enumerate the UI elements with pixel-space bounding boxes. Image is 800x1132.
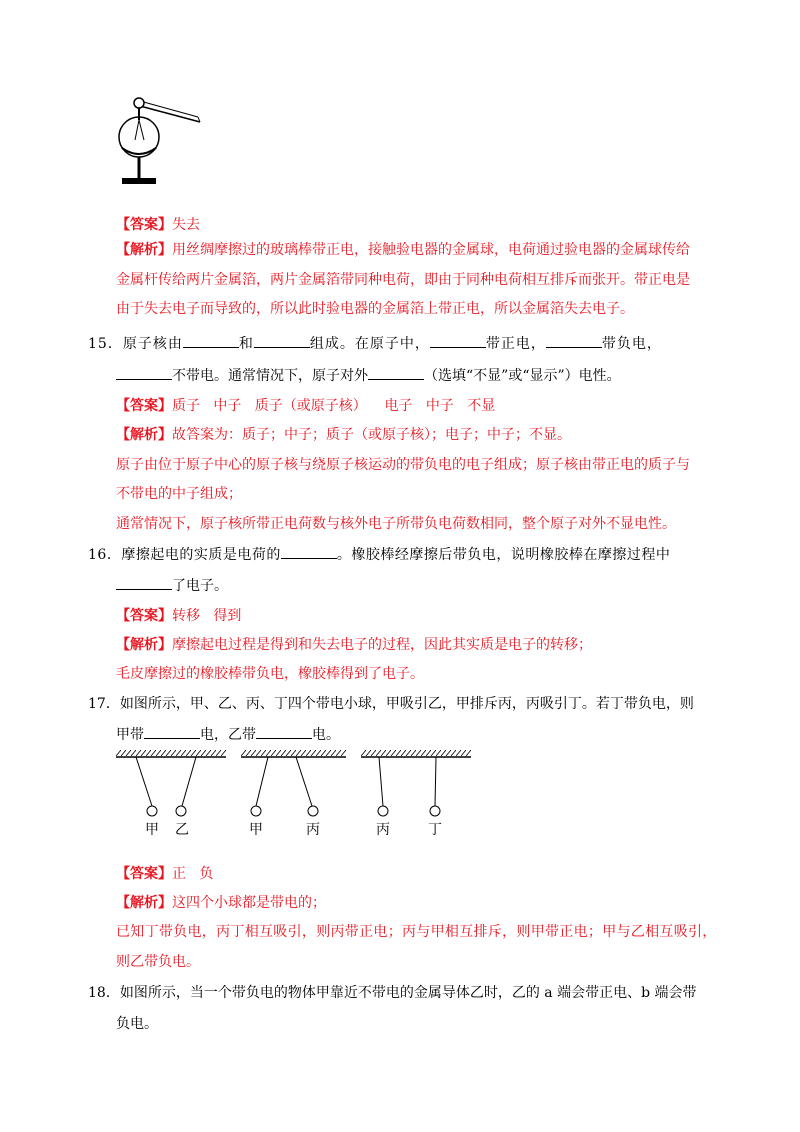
q16-analysis-line-2: 毛皮摩擦过的橡胶棒带负电，橡胶棒得到了电子。 bbox=[116, 666, 424, 682]
q15-analysis-line-2: 原子由位于原子中心的原子核与绕原子核运动的带负电的电子组成；原子核由带正电的质子与 bbox=[116, 457, 690, 473]
answer-text: 失去 bbox=[172, 217, 200, 233]
q17-analysis-line-1: 【解析】这四个小球都是带电的； bbox=[116, 895, 326, 911]
answer-blank bbox=[430, 333, 486, 348]
figure-label-bing: 丙 bbox=[306, 822, 320, 838]
q18-question-line-2: 负电。 bbox=[116, 1016, 158, 1032]
q14-analysis-line-3: 由于失去电子而导致的，所以此时验电器的金属箔上带正电，所以金属箔失去电子。 bbox=[116, 301, 634, 317]
answer-blank bbox=[183, 333, 239, 348]
q16-question-line-1: 16．摩擦起电的实质是电荷的 。橡胶棒经摩擦后带负电，说明橡胶棒在摩擦过程中 bbox=[88, 544, 670, 565]
answer-tag: 【答案】 bbox=[116, 217, 172, 233]
answer-blank bbox=[546, 333, 602, 348]
analysis-text: 用丝绸摩擦过的玻璃棒带正电，接触验电器的金属球，电荷通过验电器的金属球传给 bbox=[172, 242, 690, 258]
q17-analysis-line-3: 则乙带负电。 bbox=[116, 954, 200, 970]
q16-answer: 【答案】转移 得到 bbox=[116, 608, 242, 624]
answer-blank bbox=[281, 544, 337, 559]
answer-blank bbox=[254, 333, 310, 348]
q15-question-line-1: 15．原子核由 和 组成。在原子中， 带正电， 带负电， bbox=[88, 333, 662, 354]
answer-blank bbox=[368, 365, 424, 380]
figure-label-yi: 乙 bbox=[175, 822, 189, 838]
q14-analysis-line-1 bbox=[116, 240, 690, 260]
answer-blank bbox=[116, 575, 172, 590]
answer-blank bbox=[144, 724, 200, 739]
q15-analysis-line-3: 不带电的中子组成； bbox=[116, 486, 242, 502]
charged-balls-figure bbox=[116, 750, 476, 830]
q17-question-line-2: 甲带 电，乙带 电。 bbox=[116, 724, 340, 745]
q17-answer: 【答案】正 负 bbox=[116, 866, 214, 882]
figure-label-jia: 甲 bbox=[145, 822, 159, 838]
answer-blank bbox=[256, 724, 312, 739]
figure-label-bing: 丙 bbox=[376, 822, 390, 838]
question-number: 15． bbox=[88, 336, 123, 352]
answer-blank bbox=[116, 365, 172, 380]
q15-answer: 【答案】质子 中子 质子（或原子核） 电子 中子 不显 bbox=[116, 398, 496, 414]
q15-analysis-line-1: 【解析】故答案为：质子；中子；质子（或原子核）；电子；中子；不显。 bbox=[116, 427, 571, 443]
q18-question-line-1: 18．如图所示，当一个带负电的物体甲靠近不带电的金属导体乙时，乙的 a 端会带正电、b 端会带 bbox=[88, 985, 697, 1001]
electroscope-figure bbox=[108, 92, 208, 192]
q16-question-line-2: 了电子。 bbox=[116, 575, 228, 596]
q14-analysis-line-2: 金属杆传给两片金属箔，两片金属箔带同种电荷，即由于同种电荷相互排斥而张开。带正电是 bbox=[116, 272, 690, 288]
figure-label-jia: 甲 bbox=[249, 822, 263, 838]
analysis-tag: 【解析】 bbox=[116, 242, 172, 258]
q16-analysis-line-1: 【解析】摩擦起电过程是得到和失去电子的过程，因此其实质是电子的转移； bbox=[116, 637, 592, 653]
q17-question-line-1: 17．如图所示，甲、乙、丙、丁四个带电小球，甲吸引乙，甲排斥丙，丙吸引丁。若丁带负电，则 bbox=[88, 696, 694, 712]
q15-analysis-line-4: 通常情况下，原子核所带正电荷数与核外电子所带负电荷数相同，整个原子对外不显电性。 bbox=[116, 516, 676, 532]
q17-analysis-line-2: 已知丁带负电，丙丁相互吸引，则丙带正电；丙与甲相互排斥，则甲带正电；甲与乙相互吸引， bbox=[116, 924, 717, 940]
q14-answer bbox=[116, 215, 200, 235]
figure-label-ding: 丁 bbox=[428, 822, 442, 838]
q15-question-line-2: 不带电。通常情况下，原子对外 （选填“不显”或“显示”）电性。 bbox=[116, 365, 621, 386]
